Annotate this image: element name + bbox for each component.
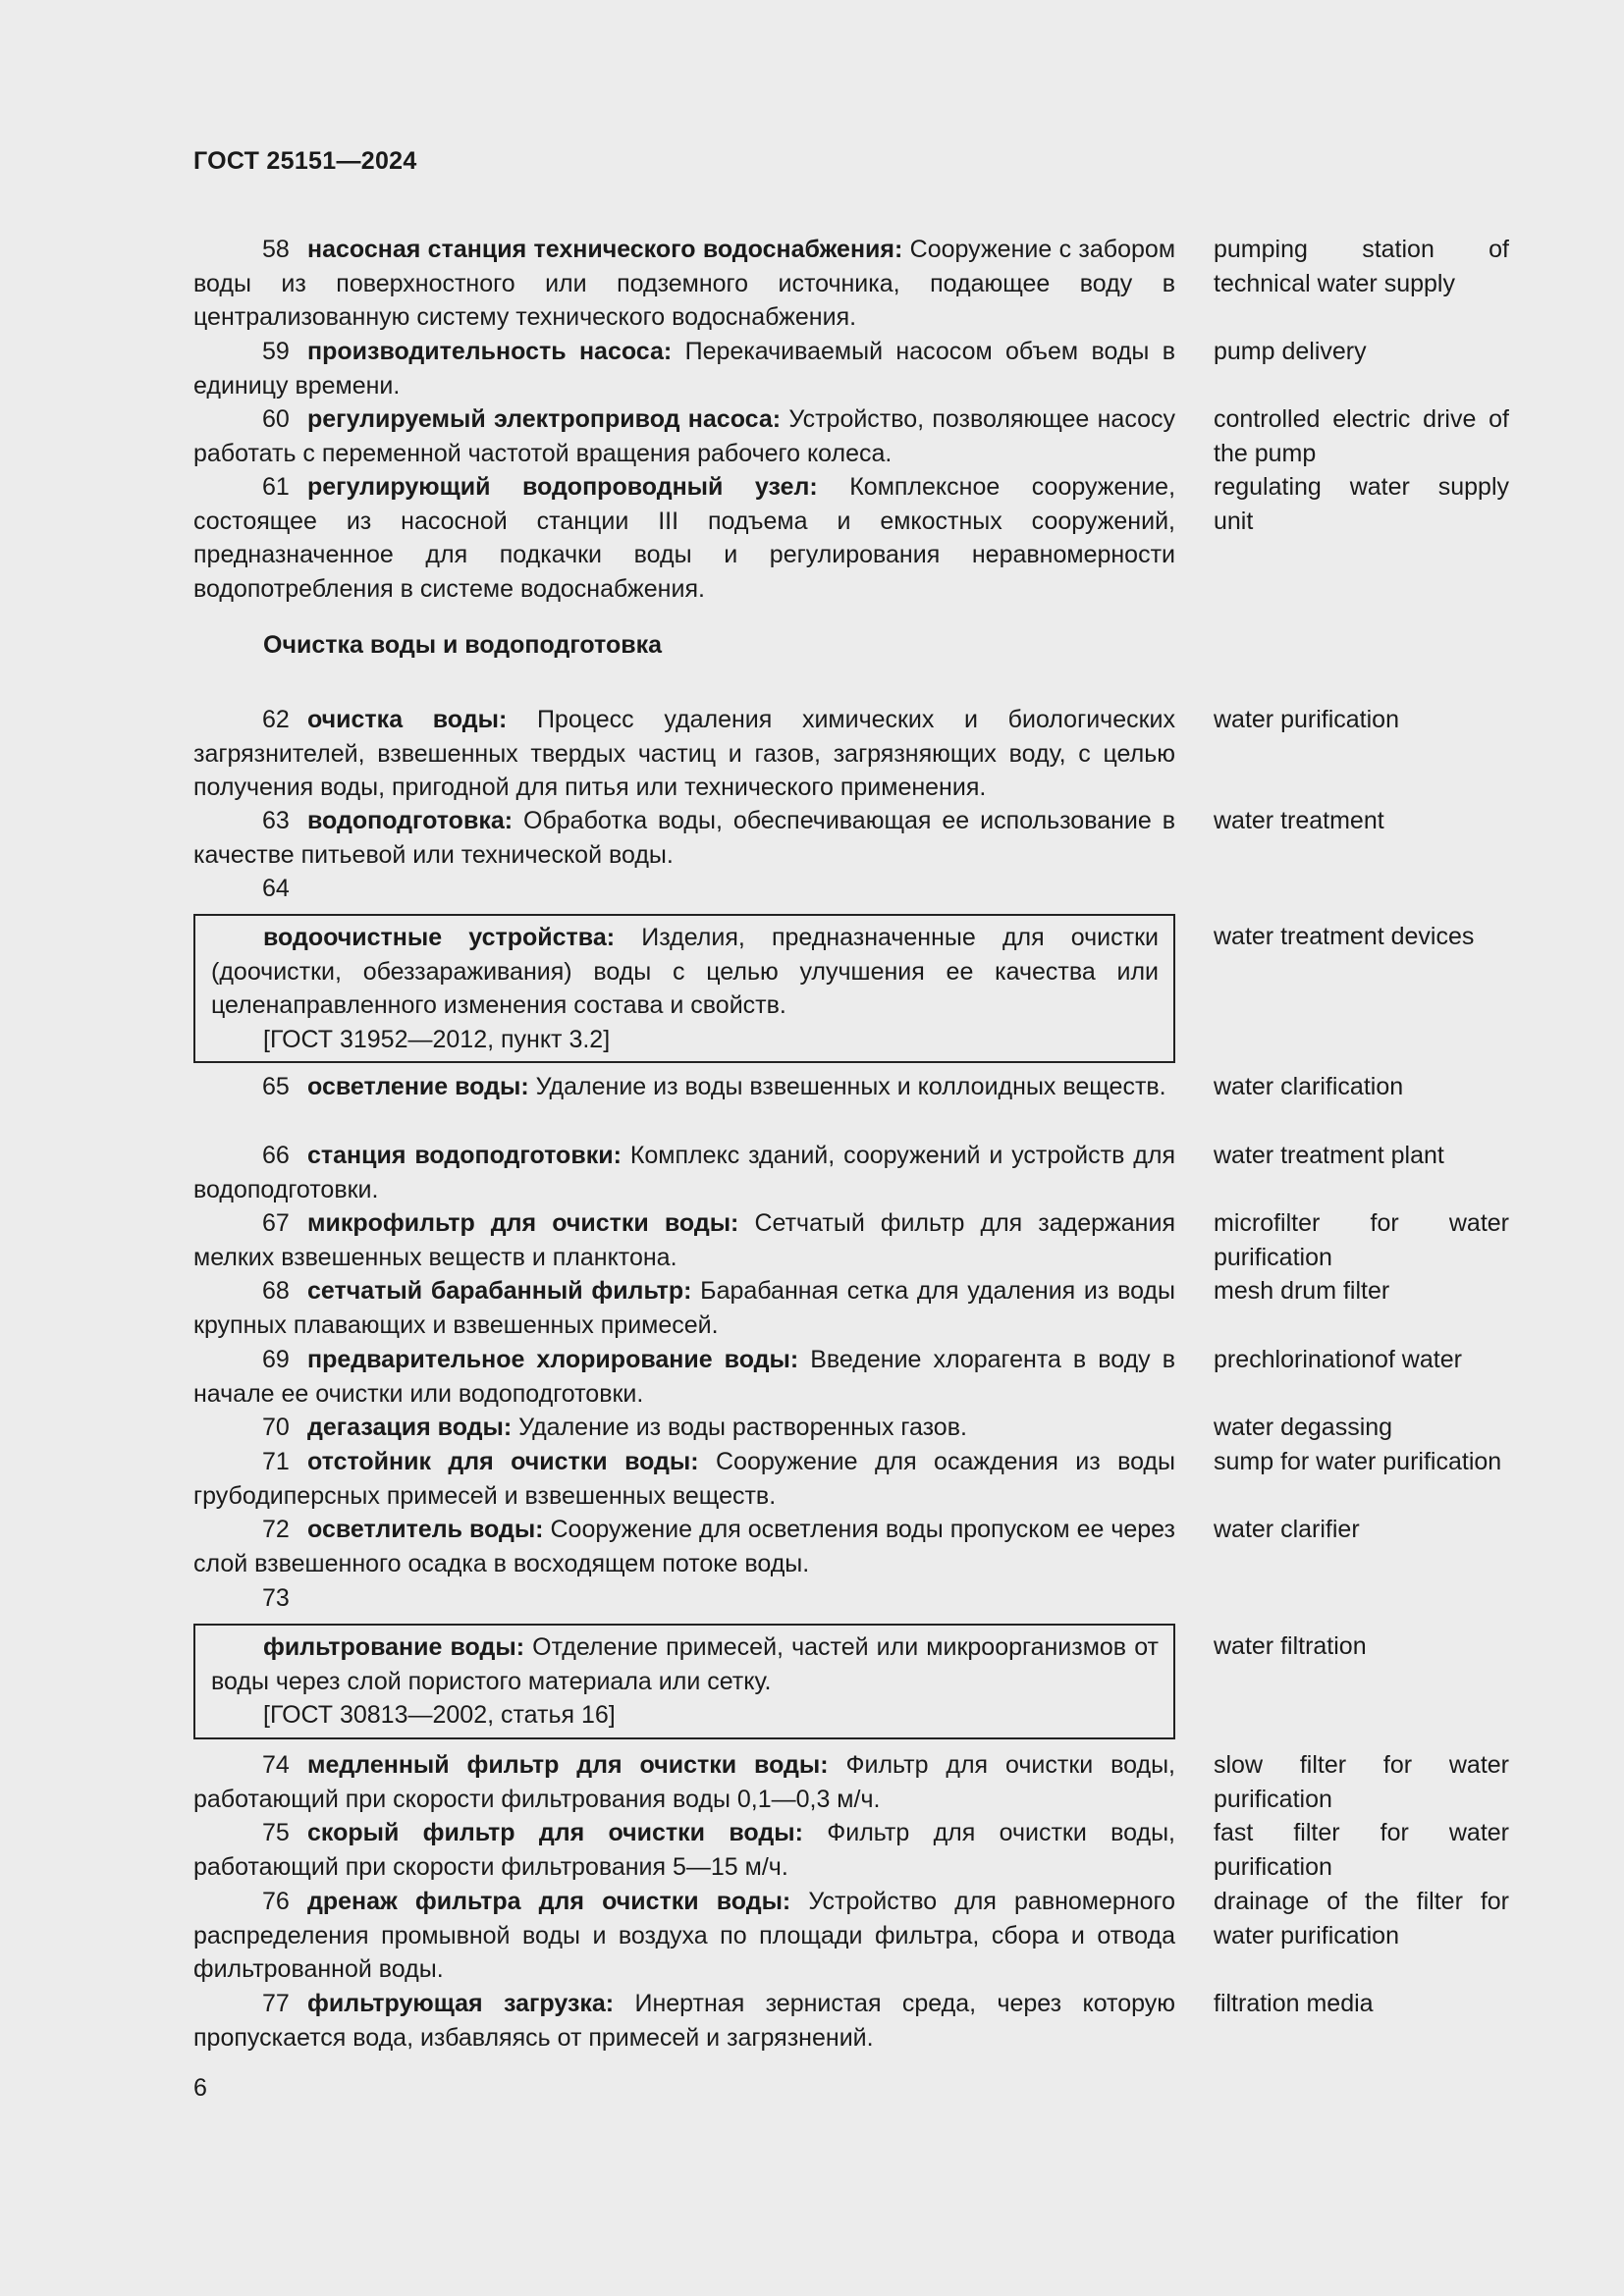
- term-definition: Сооружение для осаждения из воды грубодиперсных примесей и взвешенных веществ.: [193, 1448, 1175, 1510]
- term-number: 76: [262, 1888, 290, 1915]
- term-entry-63: [193, 804, 1509, 872]
- term-entry-64-number: [193, 872, 1509, 906]
- term-entry-61: [193, 470, 1509, 606]
- term-english: mesh drum filter: [1214, 1277, 1390, 1305]
- term-entry-75: [193, 1816, 1509, 1884]
- term-entry-65: [193, 1070, 1509, 1104]
- term-russian: [193, 1070, 1175, 1104]
- term-entry-67: [193, 1206, 1509, 1274]
- term-number: 75: [262, 1819, 290, 1846]
- term-russian: [193, 804, 1175, 872]
- term-name: станция водоподготовки:: [307, 1142, 622, 1169]
- term-definition: Перекачиваемый насосом объем воды в единицу времени.: [193, 338, 1176, 400]
- term-number: 66: [262, 1142, 290, 1169]
- term-number: 67: [262, 1209, 290, 1237]
- term-name: насосная станция технического водоснабжения:: [307, 236, 903, 263]
- term-entry-71: [193, 1445, 1509, 1513]
- term-number: 70: [262, 1414, 290, 1441]
- term-entry-70: [193, 1411, 1509, 1445]
- term-name: предварительное хлорирование воды:: [307, 1346, 799, 1373]
- term-number: 77: [262, 1990, 290, 2017]
- term-number: 59: [262, 338, 290, 365]
- term-definition: Комплексное сооружение, состоящее из насосной станции III подъема и емкостных сооружений, предназначенное для подкачки воды и регулирования неравномерности водопотребления в системе водоснабжения.: [193, 473, 1176, 603]
- term-russian: [193, 470, 1175, 606]
- term-definition: Барабанная сетка для удаления из воды крупных плавающих и взвешенных примесей.: [193, 1277, 1175, 1339]
- term-entry-64: [193, 914, 1509, 1063]
- term-russian: [193, 1513, 1175, 1580]
- term-definition: Процесс удаления химических и биологических загрязнителей, взвешенных твердых частиц и газов, загрязняющих воду, с целью получения воды, пригодной для питья или технического применения.: [193, 706, 1175, 801]
- term-entry-72: [193, 1513, 1509, 1580]
- term-russian: [193, 1885, 1175, 1987]
- term-number: 58: [262, 236, 290, 263]
- term-english: controlled electric drive of the pump: [1214, 405, 1509, 467]
- term-reference: [ГОСТ 30813—2002, статья 16]: [263, 1701, 616, 1729]
- term-name: отстойник для очистки воды:: [307, 1448, 699, 1475]
- term-number: 63: [262, 807, 290, 834]
- term-entry-68: [193, 1274, 1509, 1342]
- term-russian: [193, 1581, 1175, 1616]
- term-name: регулирующий водопроводный узел:: [307, 473, 818, 501]
- term-russian: [193, 1987, 1175, 2055]
- term-english: microfilter for water purification: [1214, 1209, 1509, 1271]
- term-name: медленный фильтр для очистки воды:: [307, 1751, 829, 1779]
- term-name: дегазация воды:: [307, 1414, 513, 1441]
- term-english: water treatment: [1214, 807, 1384, 834]
- term-definition: Фильтр для очистки воды, работающий при скорости фильтрования воды 0,1—0,3 м/ч.: [193, 1751, 1175, 1813]
- term-english: filtration media: [1214, 1990, 1374, 2017]
- term-entry-73-number: [193, 1581, 1509, 1616]
- term-definition: Устройство, позволяющее насосу работать с переменной частотой вращения рабочего колеса.: [193, 405, 1176, 467]
- term-definition: Отделение примесей, частей или микроорганизмов от воды через слой пористого материала или сетку.: [211, 1633, 1160, 1695]
- term-russian: [193, 1206, 1175, 1274]
- term-english: prechlorinationof water: [1214, 1346, 1462, 1373]
- document-code-header: ГОСТ 25151—2024: [193, 147, 417, 175]
- term-name: водоочистные устройства:: [263, 924, 616, 951]
- term-entry-59: [193, 335, 1509, 402]
- term-name: очистка воды:: [307, 706, 508, 733]
- term-english: sump for water purification: [1214, 1448, 1502, 1475]
- term-entry-73: [193, 1624, 1509, 1739]
- term-number: 71: [262, 1448, 290, 1475]
- term-english: water treatment plant: [1214, 1142, 1444, 1169]
- term-definition: Фильтр для очистки воды, работающий при скорости фильтрования 5—15 м/ч.: [193, 1819, 1175, 1881]
- boxed-definition: [193, 1624, 1175, 1739]
- term-russian: [193, 1748, 1175, 1816]
- term-english: water filtration: [1214, 1632, 1367, 1660]
- term-entry-60: [193, 402, 1509, 470]
- term-russian: [193, 703, 1175, 805]
- term-entry-62: [193, 703, 1509, 805]
- term-definition: Сооружение для осветления воды пропуском ее через слой взвешенного осадка в восходящем потоке воды.: [193, 1516, 1175, 1577]
- term-entry-69: [193, 1343, 1509, 1411]
- term-definition: Сетчатый фильтр для задержания мелких взвешенных веществ и планктона.: [193, 1209, 1175, 1271]
- term-name: фильтрование воды:: [263, 1633, 525, 1661]
- term-entry-76: [193, 1885, 1509, 1987]
- term-english: water degassing: [1214, 1414, 1393, 1441]
- term-definition: Устройство для равномерного распределения промывной воды и воздуха по площади фильтра, сбора и отвода фильтрованной воды.: [193, 1888, 1175, 1983]
- term-definition: Введение хлорагента в воду в начале ее очистки или водоподготовки.: [193, 1346, 1175, 1408]
- term-reference: [ГОСТ 31952—2012, пункт 3.2]: [263, 1025, 611, 1053]
- term-number: 68: [262, 1277, 290, 1305]
- page-number: 6: [193, 2074, 207, 2102]
- term-russian: [193, 335, 1175, 402]
- term-definition: Комплекс зданий, сооружений и устройств для водоподготовки.: [193, 1142, 1175, 1203]
- term-english: water clarifier: [1214, 1516, 1360, 1543]
- term-russian: [193, 1816, 1175, 1884]
- term-english: slow filter for water purification: [1214, 1751, 1509, 1813]
- term-russian: [193, 1139, 1175, 1206]
- term-name: осветлитель воды:: [307, 1516, 544, 1543]
- term-english: water treatment devices: [1214, 923, 1475, 950]
- term-english: pump delivery: [1214, 338, 1367, 365]
- term-definition: Удаление из воды взвешенных и коллоидных веществ.: [535, 1073, 1166, 1100]
- term-russian: [193, 1411, 1175, 1445]
- term-entry-66: [193, 1139, 1509, 1206]
- term-name: скорый фильтр для очистки воды:: [307, 1819, 803, 1846]
- term-definition: Сооружение с забором воды из поверхностного или подземного источника, подающее воду в централизованную систему технического водоснабжения.: [193, 236, 1176, 331]
- term-number: 60: [262, 405, 290, 433]
- term-name: сетчатый барабанный фильтр:: [307, 1277, 692, 1305]
- term-english: drainage of the filter for water purification: [1214, 1888, 1509, 1949]
- term-english: water purification: [1214, 706, 1399, 733]
- term-definition: Обработка воды, обеспечивающая ее использование в качестве питьевой или технической воды.: [193, 807, 1175, 869]
- term-number: 73: [262, 1584, 290, 1612]
- term-english: pumping station of technical water supply: [1214, 236, 1509, 297]
- term-english: regulating water supply unit: [1214, 473, 1509, 535]
- term-russian: [193, 1274, 1175, 1342]
- term-definition: Изделия, предназначенные для очистки (доочистки, обеззараживания) воды с целью улучшения ее качества или целенаправленного изменения состава и свойств.: [211, 924, 1159, 1019]
- term-entry-77: [193, 1987, 1509, 2055]
- term-number: 74: [262, 1751, 290, 1779]
- term-name: микрофильтр для очистки воды:: [307, 1209, 739, 1237]
- term-definition: Инертная зернистая среда, через которую пропускается вода, избавляясь от примесей и загрязнений.: [193, 1990, 1175, 2052]
- section-heading: Очистка воды и водоподготовка: [263, 631, 663, 659]
- term-russian: [193, 233, 1175, 335]
- term-number: 65: [262, 1073, 290, 1100]
- term-name: осветление воды:: [307, 1073, 529, 1100]
- term-entry-58: [193, 233, 1509, 335]
- term-english: fast filter for water purification: [1214, 1819, 1509, 1881]
- term-name: фильтрующая загрузка:: [307, 1990, 615, 2017]
- term-number: 72: [262, 1516, 290, 1543]
- term-number: 61: [262, 473, 290, 501]
- term-russian: [193, 1445, 1175, 1513]
- term-number: 62: [262, 706, 290, 733]
- term-russian: [193, 402, 1175, 470]
- term-english: water clarification: [1214, 1073, 1404, 1100]
- term-name: регулируемый электропривод насоса:: [307, 405, 782, 433]
- term-russian: [193, 1343, 1175, 1411]
- term-name: производительность насоса:: [307, 338, 673, 365]
- term-name: водоподготовка:: [307, 807, 514, 834]
- term-number: 64: [262, 875, 290, 902]
- term-name: дренаж фильтра для очистки воды:: [307, 1888, 791, 1915]
- term-entry-74: [193, 1748, 1509, 1816]
- term-definition: Удаление из воды растворенных газов.: [518, 1414, 967, 1441]
- boxed-definition: [193, 914, 1175, 1063]
- term-russian: [193, 872, 1175, 906]
- term-number: 69: [262, 1346, 290, 1373]
